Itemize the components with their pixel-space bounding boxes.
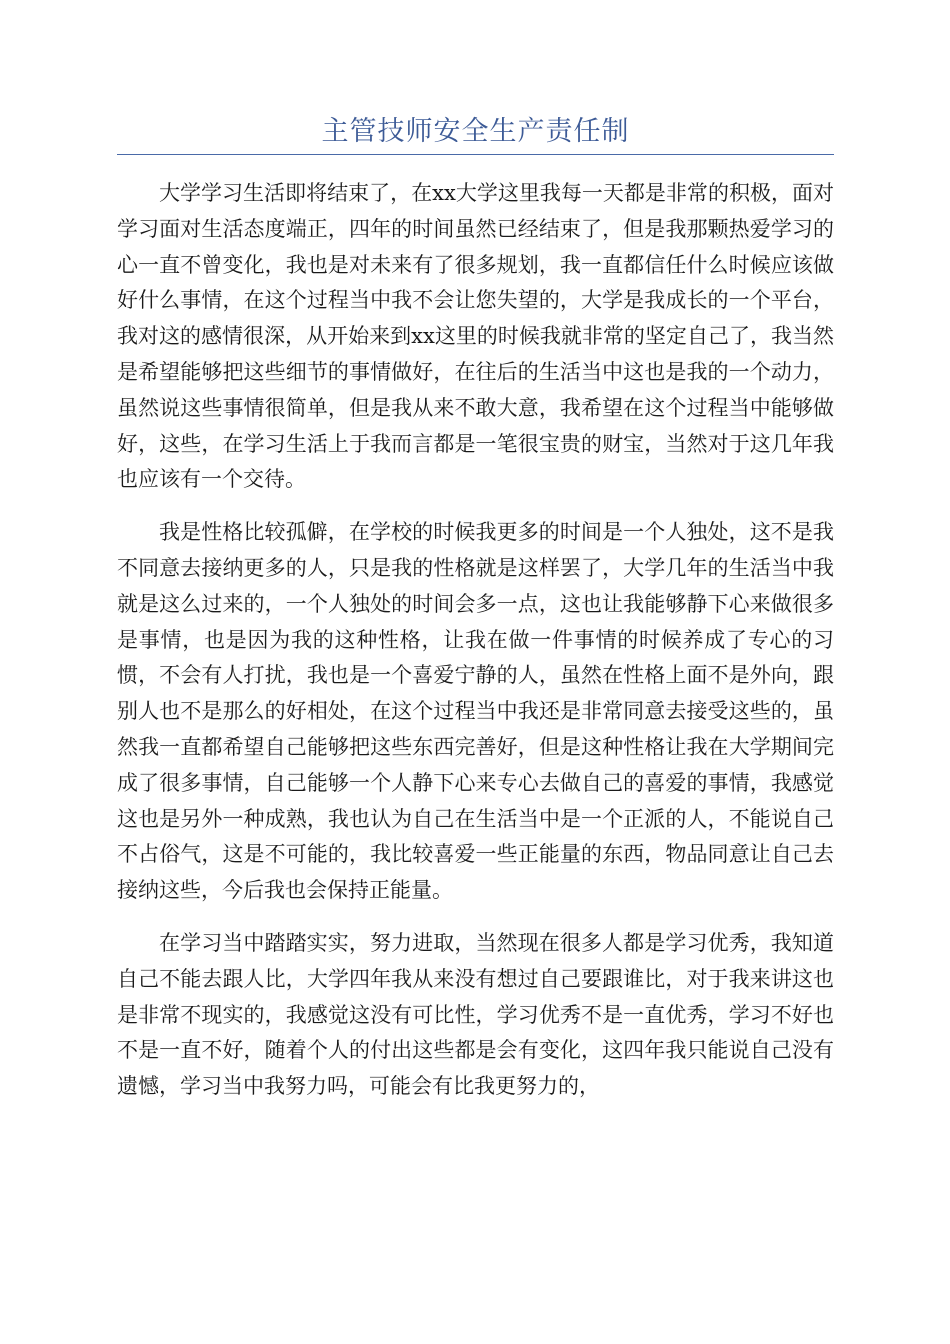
document-title: 主管技师安全生产责任制 (321, 116, 630, 147)
paragraph-3: 在学习当中踏踏实实，努力进取，当然现在很多人都是学习优秀，我知道自己不能去跟人比，大学四年我从来没有想过自己要跟谁比，对于我来讲这也是非常不现实的，我感觉这没有可比性，学习优秀不是一直优秀，学习不好也不是一直不好，随着个人的付出这些都是会有变化，这四年我只能说自己没有遗憾，学习当中我努力吗，可能会有比我更努力的， (117, 930, 834, 1099)
paragraph-1: 大学学习生活即将结束了，在xx大学这里我每一天都是非常的积极，面对学习面对生活态度端正，四年的时间虽然已经结束了，但是我那颗热爱学习的心一直不曾变化，我也是对未来有了很多规划，我一直都信任什么时候应该做好什么事情，在这个过程当中我不会让您失望的，大学是我成长的一个平台，我对这的感情很深，从开始来到xx这里的时候我就非常的坚定自己了，我当然是希望能够把这些细节的事情做好，在往后的生活当中这也是我的一个动力，虽然说这些事情很简单，但是我从来不敢大意，我希望在这个过程当中能够做好，这些，在学习生活上于我而言都是一笔很宝贵的财宝，当然对于这几年我也应该有一个交待。 (117, 181, 834, 492)
document-body (117, 176, 834, 1122)
title-underline (117, 154, 834, 155)
paragraph-2: 我是性格比较孤僻，在学校的时候我更多的时间是一个人独处，这不是我不同意去接纳更多的人，只是我的性格就是这样罢了，大学几年的生活当中我就是这么过来的，一个人独处的时间会多一点，这也让我能够静下心来做很多是事情，也是因为我的这种性格，让我在做一件事情的时候养成了专心的习惯，不会有人打扰，我也是一个喜爱宁静的人，虽然在性格上面不是外向，跟别人也不是那么的好相处，在这个过程当中我还是非常同意去接受这些的，虽然我一直都希望自己能够把这些东西完善好，但是这种性格让我在大学期间完成了很多事情，自己能够一个人静下心来专心去做自己的喜爱的事情，我感觉这也是另外一种成熟，我也认为自己在生活当中是一个正派的人，不能说自己不占俗气，这是不可能的，我比较喜爱一些正能量的东西，物品同意让自己去接纳这些，今后我也会保持正能量。 (117, 520, 834, 903)
